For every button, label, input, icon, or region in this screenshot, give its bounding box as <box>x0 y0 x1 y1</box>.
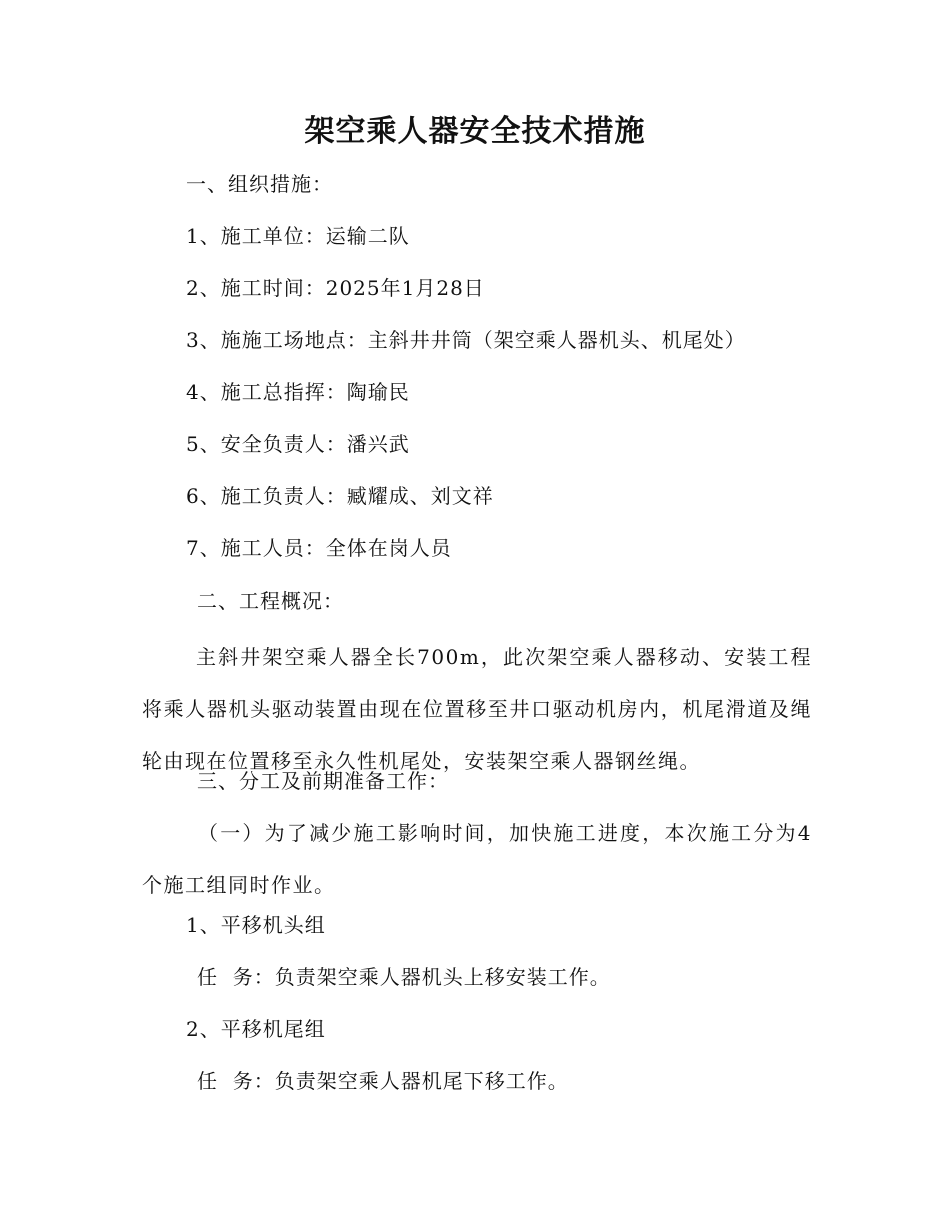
division-of-work-paragraph: （一）为了减少施工影响时间，加快施工进度，本次施工分为4个施工组同时作业。 <box>142 821 812 897</box>
section-heading-division-of-work: 三、分工及前期准备工作： <box>197 769 449 793</box>
list-item-safety-officer: 5、安全负责人：潘兴武 <box>186 432 410 456</box>
group1-task: 任 务：负责架空乘人器机头上移安装工作。 <box>197 965 611 989</box>
group1-title: 1、平移机头组 <box>186 913 326 937</box>
list-item-construction-staff: 7、施工人员：全体在岗人员 <box>186 536 452 560</box>
list-item-construction-leader: 6、施工负责人：臧耀成、刘文祥 <box>186 484 494 508</box>
list-item-construction-site: 3、施施工场地点：主斜井井筒（架空乘人器机头、机尾处） <box>186 328 746 352</box>
project-overview-paragraph: 主斜井架空乘人器全长700m，此次架空乘人器移动、安装工程将乘人器机头驱动装置由现在位置移至井口驱动机房内，机尾滑道及绳轮由现在位置移至永久性机尾处，安装架空乘人器钢丝绳。 <box>142 645 812 773</box>
list-item-construction-unit: 1、施工单位：运输二队 <box>186 224 410 248</box>
group2-task: 任 务：负责架空乘人器机尾下移工作。 <box>197 1069 569 1093</box>
section-heading-organization: 一、组织措施： <box>186 172 333 196</box>
list-item-chief-commander: 4、施工总指挥：陶瑜民 <box>186 380 410 404</box>
list-item-construction-time: 2、施工时间：2025年1月28日 <box>186 276 485 300</box>
section-heading-project-overview: 二、工程概况： <box>197 589 344 613</box>
document-title: 架空乘人器安全技术措施 <box>304 114 646 149</box>
group2-title: 2、平移机尾组 <box>186 1017 326 1041</box>
